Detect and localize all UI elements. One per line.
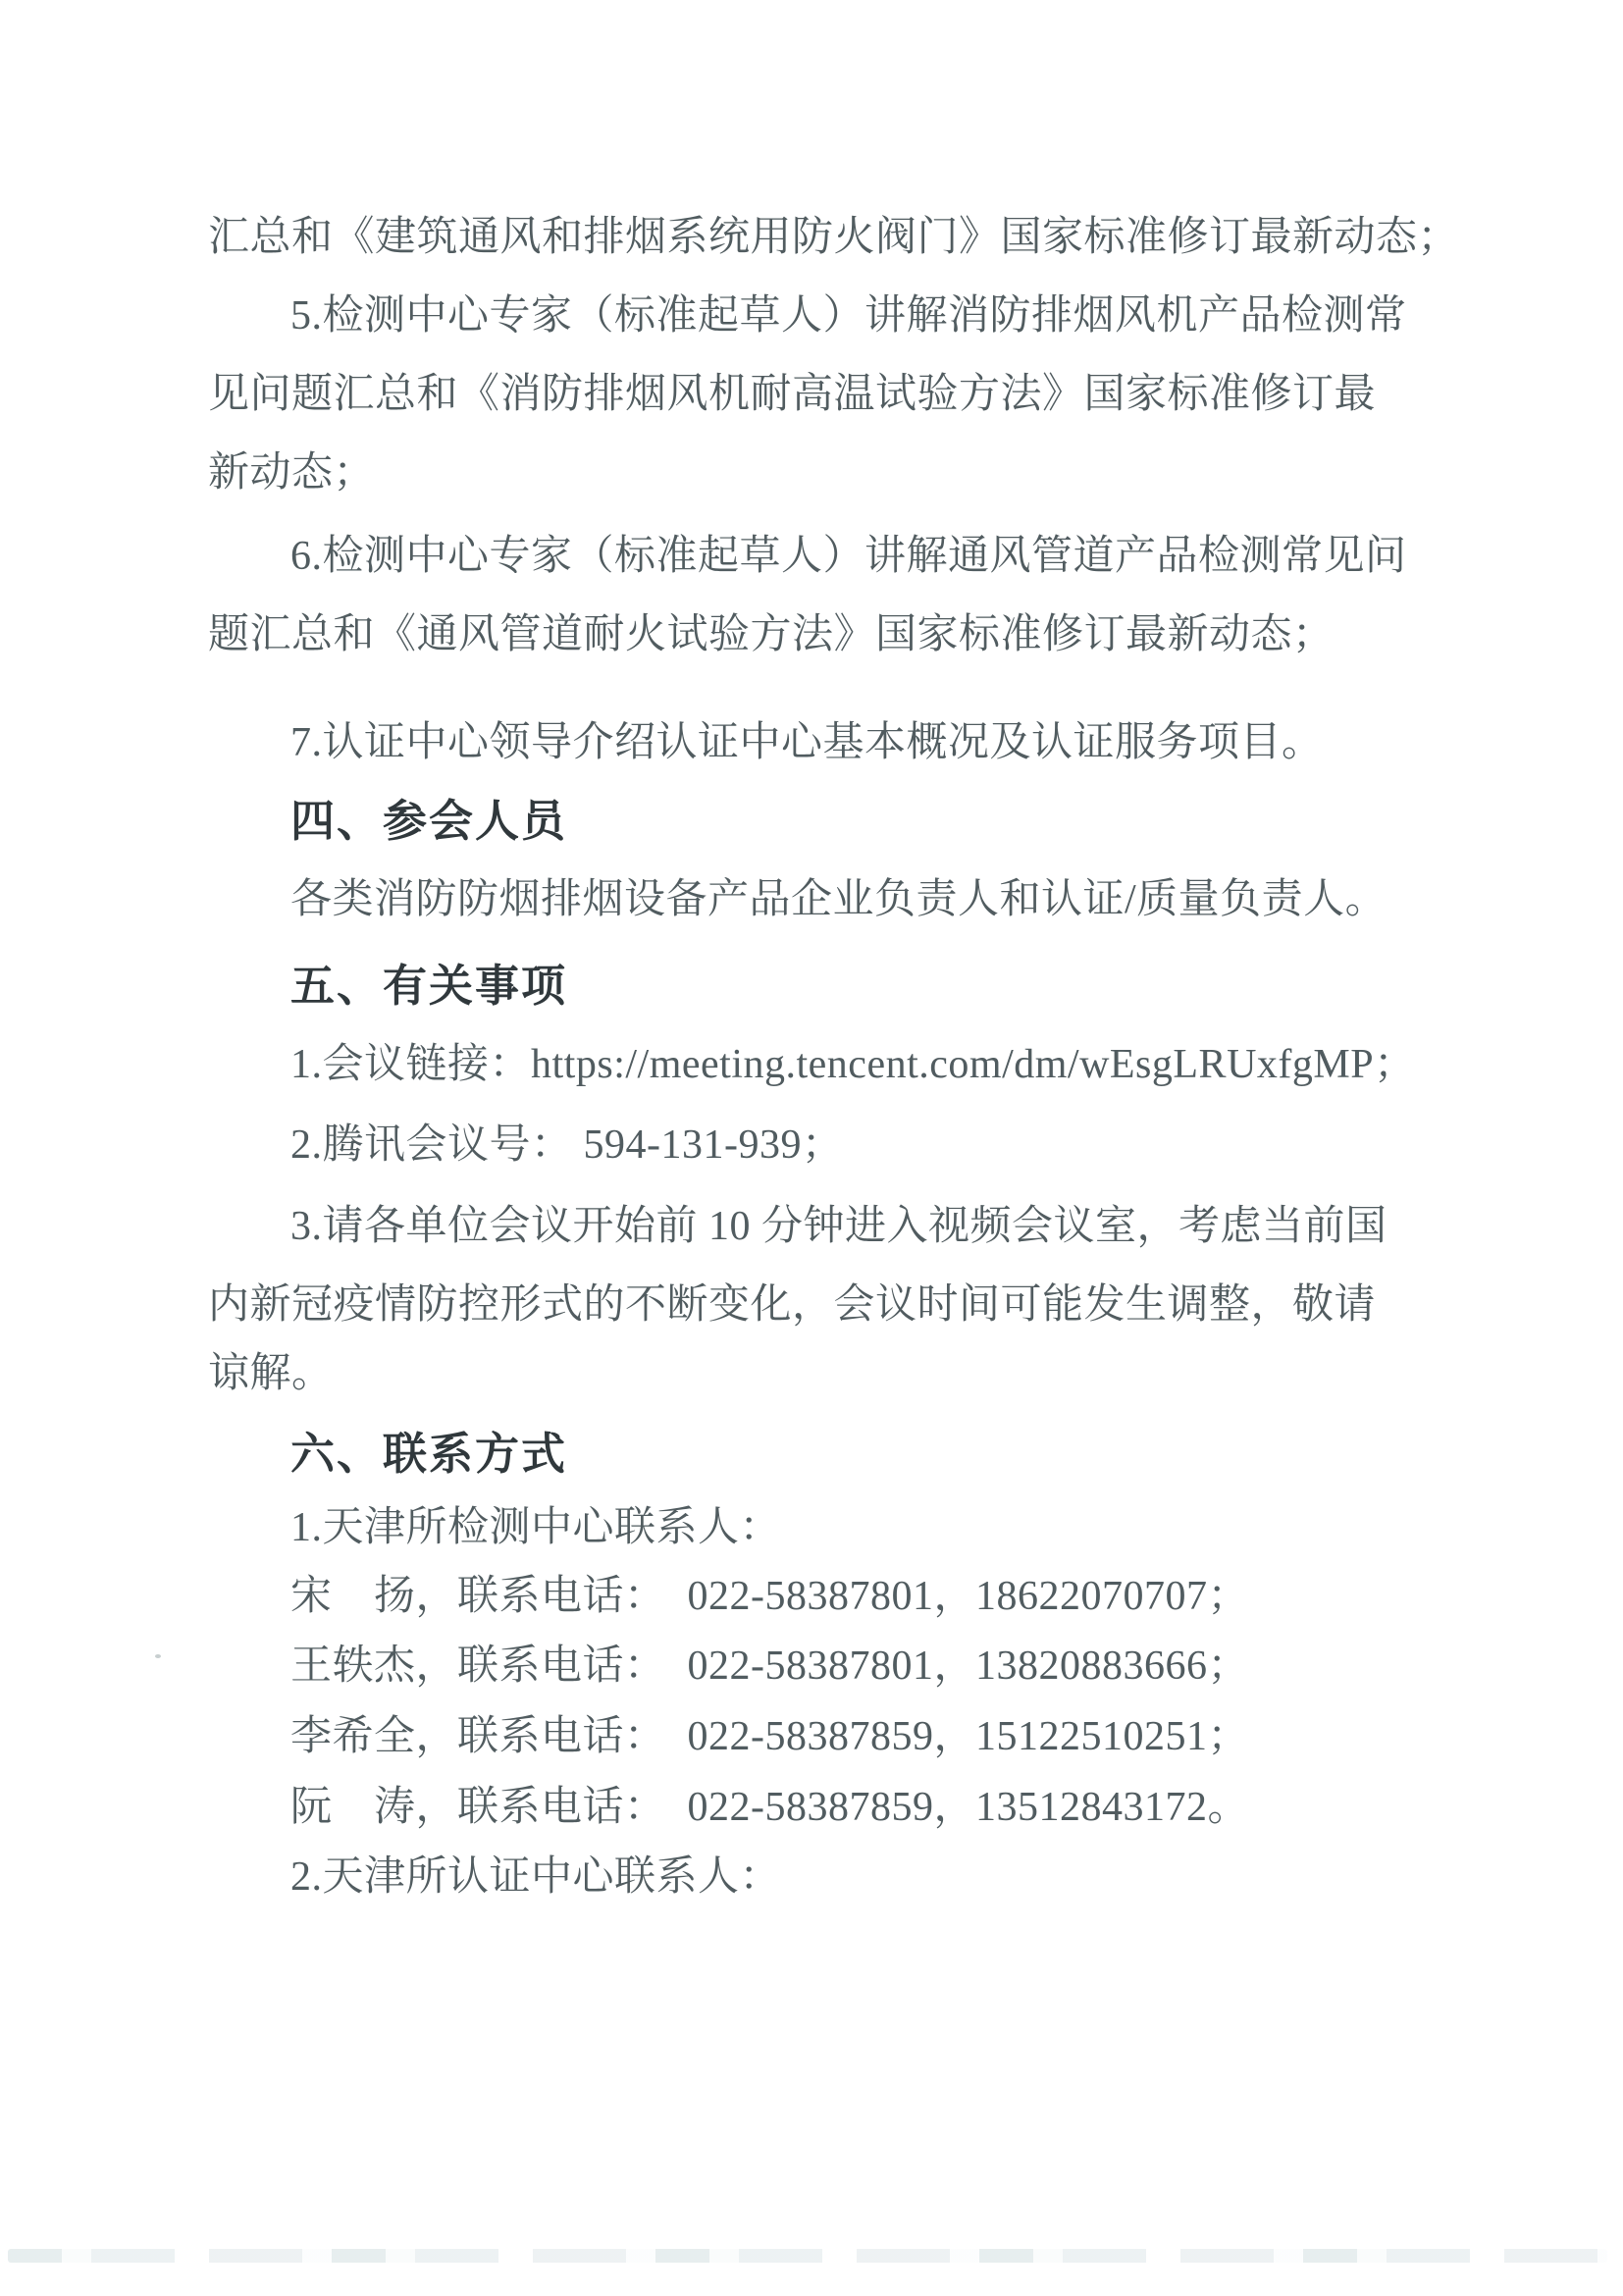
line-note3-start: 3.请各单位会议开始前 10 分钟进入视频会议室，考虑当前国	[290, 1204, 1387, 1249]
contact-line-ruan-tao: 阮 涛，联系电话： 022-58387859，13512843172。	[290, 1785, 1249, 1830]
heading-section4-participants: 四、参会人员	[290, 796, 568, 846]
heading-section5-matters: 五、有关事项	[290, 961, 568, 1011]
line-meeting-link	[208, 1041, 1586, 1088]
line-participants-body: 各类消防防烟排烟设备产品企业负责人和认证/质量负责人。	[290, 877, 1387, 922]
line-item5-end: 新动态；	[208, 450, 376, 496]
line-item4-continuation-summary: 汇总和《建筑通风和排烟系统用防火阀门》国家标准修订最新动态；	[208, 215, 1460, 260]
line-note3-end: 谅解。	[208, 1351, 334, 1396]
meeting-link-url[interactable]: https://meeting.tencent.com/dm/wEsgLRUxfgMP	[531, 1042, 1375, 1087]
line-test-center-contacts-label: 1.天津所检测中心联系人：	[290, 1505, 782, 1550]
line-item7: 7.认证中心领导介绍认证中心基本概况及认证服务项目。	[290, 720, 1324, 765]
scan-speck	[155, 1654, 161, 1658]
meeting-link-end-punctuation: ；	[1374, 1042, 1416, 1087]
contact-line-song-yang: 宋 扬，联系电话： 022-58387801，18622070707；	[290, 1574, 1249, 1619]
line-item5-start: 5.检测中心专家（标准起草人）讲解消防排烟风机产品检测常	[290, 293, 1407, 339]
line-item5-continuation: 见问题汇总和《消防排烟风机耐高温试验方法》国家标准修订最	[208, 372, 1377, 417]
contact-line-li-xiquan: 李希全，联系电话： 022-58387859，15122510251；	[290, 1714, 1249, 1759]
line-cert-center-contacts-label: 2.天津所认证中心联系人：	[290, 1854, 782, 1900]
heading-section6-contact: 六、联系方式	[290, 1429, 568, 1479]
scan-noise-band	[8, 2249, 1607, 2263]
meeting-link-label: 1.会议链接：	[290, 1042, 532, 1087]
line-note3-continuation: 内新冠疫情防控形式的不断变化，会议时间可能发生调整，敬请	[208, 1282, 1377, 1328]
contact-line-wang-yijie: 王轶杰，联系电话： 022-58387801，13820883666；	[290, 1644, 1249, 1689]
line-tencent-meeting-number: 2.腾讯会议号： 594-131-939；	[290, 1122, 844, 1168]
line-item6-end: 题汇总和《通风管道耐火试验方法》国家标准修订最新动态；	[208, 612, 1335, 657]
line-item6-start: 6.检测中心专家（标准起草人）讲解通风管道产品检测常见问	[290, 534, 1407, 579]
